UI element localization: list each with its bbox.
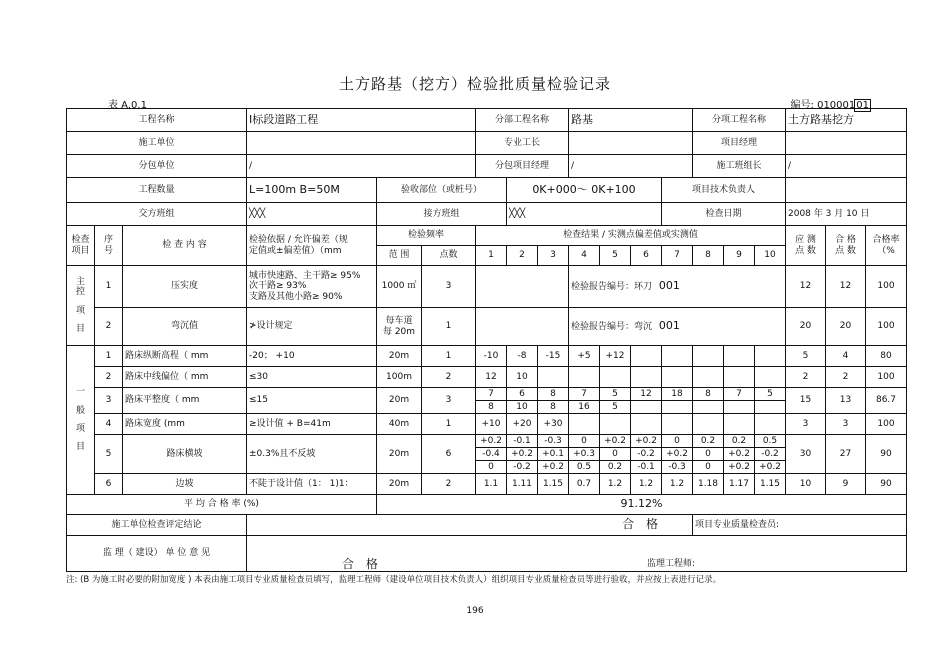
- general-pass: 4: [826, 346, 866, 367]
- main-points: 3: [422, 266, 476, 308]
- contractor-eval-label: 施工单位检查评定结论: [67, 515, 247, 536]
- col-check-item: [67, 226, 95, 266]
- main-basis-line: 支路及其他小路≥ 90%: [249, 291, 343, 302]
- general-value: 1.11: [507, 474, 538, 495]
- main-name: 压实度: [123, 266, 247, 308]
- general-name: 边坡: [123, 474, 247, 495]
- header-row-teams: [67, 203, 907, 226]
- general-value: [693, 367, 724, 388]
- general-value: [569, 414, 600, 435]
- general-value: +0.2: [728, 461, 750, 472]
- general-value: [693, 401, 723, 414]
- tech-lead-value: [786, 178, 907, 203]
- general-value: +0.1: [538, 448, 568, 461]
- general-value: +0.2: [631, 435, 661, 448]
- general-basis: ≥设计值 + B=41m: [247, 414, 377, 435]
- general-value: 8: [488, 401, 494, 412]
- general-pass: 27: [826, 435, 866, 474]
- general-rate: 86.7: [866, 388, 907, 414]
- sub-manager: /: [569, 155, 693, 178]
- col-points: 点数: [422, 246, 476, 266]
- subcontractor-label: 分包单位: [67, 155, 247, 178]
- inspection-table: [66, 108, 907, 572]
- general-name: 路床平整度（ mm: [123, 388, 247, 414]
- general-value: +5: [569, 346, 600, 367]
- col-basis: [247, 226, 377, 266]
- header-row-quantity: [67, 178, 907, 203]
- main-report-label: 检验报告编号：弯沉: [571, 322, 653, 333]
- main-group-label: [67, 266, 95, 346]
- general-should: 15: [786, 388, 826, 414]
- general-value: +12: [600, 346, 631, 367]
- receive-team-label: 接方班组: [377, 203, 507, 226]
- main-pass: 12: [826, 266, 866, 308]
- general-value: 1.2: [662, 474, 693, 495]
- main-basis: ≯设计规定: [247, 308, 377, 346]
- subcontractor: /: [247, 155, 476, 178]
- general-basis: ≤15: [247, 388, 377, 414]
- general-value: [631, 414, 662, 435]
- general-range: 100m: [377, 367, 422, 388]
- general-value: 7: [569, 388, 599, 401]
- general-rate: 90: [866, 435, 907, 474]
- general-value: 0: [693, 448, 723, 461]
- main-group-char: 控: [75, 287, 85, 298]
- general-value: -0.1: [637, 461, 655, 472]
- general-value: +0.2: [476, 435, 506, 448]
- general-value: -10: [476, 346, 507, 367]
- general-value: 1.18: [693, 474, 724, 495]
- col-num-1: 1: [476, 246, 507, 266]
- general-seq: 5: [95, 435, 123, 474]
- col-pass-2: 点 数: [835, 245, 856, 256]
- general-value: 0.5: [755, 435, 785, 448]
- general-value: 0: [705, 461, 711, 472]
- general-row-1: [67, 346, 907, 367]
- general-range: 40m: [377, 414, 422, 435]
- general-range: 20m: [377, 388, 422, 414]
- general-points: 1: [422, 414, 476, 435]
- general-group-label: [67, 346, 95, 495]
- general-value: [662, 367, 693, 388]
- general-value: 18: [662, 388, 692, 401]
- general-value: +0.2: [542, 461, 564, 472]
- col-rate-1: 合格率: [872, 235, 900, 246]
- general-range: 20m: [377, 435, 422, 474]
- main-row-compaction: [67, 266, 907, 308]
- item-project-label: 分项工程名称: [693, 109, 786, 132]
- col-pass-1: 合 格: [835, 235, 856, 246]
- main-should: 12: [786, 266, 826, 308]
- general-should: 3: [786, 414, 826, 435]
- col-pass-points: [826, 226, 866, 266]
- supervision-label: 监 理（ 建设） 单 位 意 见: [67, 536, 247, 572]
- document-title: 土方路基（挖方）检验批质量检验记录: [338, 75, 611, 93]
- general-value-cell: [724, 388, 755, 414]
- general-name: 路床中线偏位（ mm: [123, 367, 247, 388]
- main-report: [569, 266, 786, 308]
- quantity-label: 工程数量: [67, 178, 247, 203]
- main-points: 1: [422, 308, 476, 346]
- handover-team: ╳╳╳: [247, 203, 377, 226]
- team-leader: /: [786, 155, 907, 178]
- specialist-value: [569, 132, 693, 155]
- general-value: 0.2: [693, 435, 723, 448]
- col-seq-1: 序: [103, 235, 113, 246]
- general-value-cell: [569, 388, 600, 414]
- general-value: 10: [516, 401, 528, 412]
- main-report: [569, 308, 786, 346]
- general-value: [631, 346, 662, 367]
- average-row: [67, 495, 907, 515]
- general-value-cell: [507, 435, 538, 474]
- col-num-2: 2: [507, 246, 538, 266]
- general-value: 1.17: [724, 474, 755, 495]
- general-should: 10: [786, 474, 826, 495]
- main-basis-line: 次干路≥ 93%: [249, 281, 307, 292]
- general-value: [755, 346, 786, 367]
- quantity: L=100m B=50M: [247, 178, 377, 203]
- general-value: +0.2: [724, 448, 754, 461]
- general-rate: 80: [866, 346, 907, 367]
- general-value: 1.2: [631, 474, 662, 495]
- general-value: [631, 401, 661, 414]
- serial-box: 01: [856, 100, 869, 111]
- general-value-cell: [507, 388, 538, 414]
- general-value: 0: [569, 435, 599, 448]
- general-value: [724, 346, 755, 367]
- general-value: 1.15: [755, 474, 786, 495]
- general-value: 5: [612, 401, 618, 412]
- contractor-eval: 合 格: [247, 515, 693, 536]
- main-basis: [247, 266, 377, 308]
- general-value: -8: [507, 346, 538, 367]
- general-pass: 13: [826, 388, 866, 414]
- general-value: +0.2: [662, 448, 692, 461]
- col-basis-2: 定值或±偏差值）（mm: [249, 245, 342, 256]
- project-manager-value: [786, 132, 907, 155]
- general-points: 2: [422, 474, 476, 495]
- general-value: 0.2: [724, 435, 754, 448]
- general-value: 0: [488, 461, 494, 472]
- main-group-char: 主: [75, 276, 85, 287]
- general-points: 3: [422, 388, 476, 414]
- general-value-cell: [538, 388, 569, 414]
- general-value: 0.2: [607, 461, 623, 472]
- general-value-cell: [476, 435, 507, 474]
- header-row-contractor: [67, 132, 907, 155]
- serial-label: 编号:: [790, 100, 814, 111]
- general-value: [724, 367, 755, 388]
- main-range: 1000 ㎡: [377, 266, 422, 308]
- general-rate: 100: [866, 367, 907, 388]
- col-num-8: 8: [693, 246, 724, 266]
- col-num-7: 7: [662, 246, 693, 266]
- general-value: 12: [476, 367, 507, 388]
- general-pass: 3: [826, 414, 866, 435]
- project-name: Ⅰ标段道路工程: [247, 109, 476, 132]
- general-points: 1: [422, 346, 476, 367]
- general-value-cell: [538, 435, 569, 474]
- general-group-char: 一: [75, 387, 85, 398]
- average-value: 91.12%: [377, 495, 907, 515]
- general-seq: 6: [95, 474, 123, 495]
- general-value: 12: [631, 388, 661, 401]
- general-value: -15: [538, 346, 569, 367]
- col-num-9: 9: [724, 246, 755, 266]
- main-report-label: 检验报告编号：环刀: [571, 282, 653, 293]
- col-should-2: 点 数: [795, 245, 816, 256]
- general-rate: 100: [866, 414, 907, 435]
- general-rate: 90: [866, 474, 907, 495]
- col-rate-2: （%: [877, 245, 895, 256]
- col-content: 检 查 内 容: [123, 226, 247, 266]
- location-label: 验收部位（或桩号）: [377, 178, 507, 203]
- general-row-3: [67, 388, 907, 414]
- general-value: +0.2: [507, 448, 537, 461]
- general-points: 2: [422, 367, 476, 388]
- main-row-deflection: [67, 308, 907, 346]
- general-value: [600, 414, 631, 435]
- general-value: [724, 414, 755, 435]
- general-basis: ±0.3%且不反坡: [247, 435, 377, 474]
- col-num-3: 3: [538, 246, 569, 266]
- check-date: 2008 年 3 月 10 日: [786, 203, 907, 226]
- col-result-header: 检查结果 / 实测点偏差值或实测值: [476, 226, 786, 246]
- general-value: [755, 414, 786, 435]
- main-blank: [476, 266, 569, 308]
- general-value: 1.1: [476, 474, 507, 495]
- general-name: 路床纵断高程（ mm: [123, 346, 247, 367]
- serial-prefix: 010001: [817, 100, 856, 111]
- sub-manager-label: 分包项目经理: [476, 155, 569, 178]
- general-value: 6: [507, 388, 537, 401]
- general-row-2: [67, 367, 907, 388]
- general-value: -0.2: [631, 448, 661, 461]
- general-basis: 不陡于设计值（1： 1)1：: [247, 474, 377, 495]
- general-value: -0.2: [513, 461, 531, 472]
- general-value: -0.3: [538, 435, 568, 448]
- supervision-cell: [247, 536, 907, 572]
- general-value: +0.2: [759, 461, 781, 472]
- tech-lead-label: 项目技术负责人: [662, 178, 786, 203]
- general-should: 5: [786, 346, 826, 367]
- supervision-row: [67, 536, 907, 572]
- main-range: [377, 308, 422, 346]
- engineer-label: 监理工程师:: [647, 558, 696, 569]
- general-row-5: [67, 435, 907, 474]
- general-value-cell: [476, 388, 507, 414]
- main-range-line: 每 20m: [382, 326, 416, 337]
- general-value-cell: [569, 435, 600, 474]
- main-group-char: 目: [75, 323, 85, 334]
- col-num-10: 10: [755, 246, 786, 266]
- main-should: 20: [786, 308, 826, 346]
- col-num-4: 4: [569, 246, 600, 266]
- col-num-6: 6: [631, 246, 662, 266]
- general-value: [693, 346, 724, 367]
- team-leader-label: 施工班组长: [693, 155, 786, 178]
- col-range: 范 围: [377, 246, 422, 266]
- general-points: 6: [422, 435, 476, 474]
- general-value: -0.2: [755, 448, 785, 461]
- general-value: [755, 367, 786, 388]
- contractor-eval-row: [67, 515, 907, 536]
- general-seq: 3: [95, 388, 123, 414]
- project-manager-label: 项目经理: [693, 132, 786, 155]
- general-value-cell: [755, 435, 786, 474]
- page-number: 196: [466, 606, 484, 616]
- main-seq: 2: [95, 308, 123, 346]
- general-value: [538, 367, 569, 388]
- general-pass: 2: [826, 367, 866, 388]
- specialist-label: 专业工长: [476, 132, 569, 155]
- general-value: [755, 401, 785, 414]
- general-value: [724, 401, 754, 414]
- inspector-label: 项目专业质量检查员:: [693, 515, 907, 536]
- general-value-cell: [662, 388, 693, 414]
- general-value: [693, 414, 724, 435]
- main-basis-line: 城市快速路、主干路≥ 95%: [249, 270, 361, 281]
- general-value: 7: [724, 388, 754, 401]
- general-value: +10: [476, 414, 507, 435]
- general-value: +0.3: [569, 448, 599, 461]
- col-should-1: 应 测: [795, 235, 816, 246]
- general-value: [631, 367, 662, 388]
- general-value-cell: [600, 435, 631, 474]
- general-seq: 2: [95, 367, 123, 388]
- general-value: 1.2: [600, 474, 631, 495]
- general-value: 8: [693, 388, 723, 401]
- general-value: [600, 367, 631, 388]
- main-name: 弯沉值: [123, 308, 247, 346]
- item-project: 土方路基挖方: [786, 109, 907, 132]
- supervision-result: 合 格: [342, 556, 382, 571]
- check-date-label: 检查日期: [662, 203, 786, 226]
- general-value: [569, 367, 600, 388]
- general-seq: 1: [95, 346, 123, 367]
- general-value: 8: [550, 401, 556, 412]
- main-group-char: 项: [75, 305, 85, 316]
- col-frequency: 检验频率: [377, 226, 476, 246]
- general-value: 0.5: [576, 461, 592, 472]
- general-value: 0.7: [569, 474, 600, 495]
- general-value: +20: [507, 414, 538, 435]
- general-value: 7: [476, 388, 506, 401]
- general-range: 20m: [377, 474, 422, 495]
- general-name: 路床宽度 (mm: [123, 414, 247, 435]
- general-group-char: 目: [75, 442, 85, 453]
- general-row-4: [67, 414, 907, 435]
- general-value: 8: [538, 388, 568, 401]
- sub-project: 路基: [569, 109, 693, 132]
- general-range: 20m: [377, 346, 422, 367]
- table-code: 表 A.0.1: [108, 100, 147, 111]
- col-rate: [866, 226, 907, 266]
- general-value: 16: [578, 401, 590, 412]
- general-value: +0.2: [600, 435, 630, 448]
- general-pass: 9: [826, 474, 866, 495]
- sub-project-label: 分部工程名称: [476, 109, 569, 132]
- general-value-cell: [755, 388, 786, 414]
- main-report-no: 001: [658, 279, 680, 293]
- contractor-value: [247, 132, 476, 155]
- col-seq-2: 号: [103, 245, 113, 256]
- main-range-line: 每车道: [385, 316, 413, 327]
- main-report-no: 001: [658, 319, 680, 333]
- general-value-cell: [600, 388, 631, 414]
- project-name-label: 工程名称: [67, 109, 247, 132]
- handover-team-label: 交方班组: [67, 203, 247, 226]
- header-row-project: [67, 109, 907, 132]
- general-should: 2: [786, 367, 826, 388]
- header-row-subcontractor: [67, 155, 907, 178]
- general-value: -0.4: [476, 448, 506, 461]
- general-value: 5: [600, 388, 630, 401]
- contractor-label: 施工单位: [67, 132, 247, 155]
- col-basis-1: 检验依据 / 允许偏差（规: [249, 235, 348, 246]
- general-value: 1.15: [538, 474, 569, 495]
- general-value-cell: [693, 388, 724, 414]
- general-value: [662, 401, 692, 414]
- main-seq: 1: [95, 266, 123, 308]
- general-value: -0.3: [668, 461, 686, 472]
- general-value-cell: [724, 435, 755, 474]
- receive-team: ╳╳╳: [507, 203, 662, 226]
- general-value: +30: [538, 414, 569, 435]
- main-blank: [476, 308, 569, 346]
- general-value: 5: [755, 388, 785, 401]
- general-value-cell: [693, 435, 724, 474]
- general-row-6: [67, 474, 907, 495]
- location: 0K+000～ 0K+100: [507, 178, 662, 203]
- general-name: 路床横坡: [123, 435, 247, 474]
- main-rate: 100: [866, 266, 907, 308]
- col-num-5: 5: [600, 246, 631, 266]
- general-value: 0: [600, 448, 630, 461]
- general-seq: 4: [95, 414, 123, 435]
- col-check-item-1: 检查: [71, 235, 90, 246]
- general-value: 0: [662, 435, 692, 448]
- general-value-cell: [631, 388, 662, 414]
- general-group-char: 般: [75, 405, 85, 416]
- general-group-char: 项: [75, 424, 85, 434]
- general-value: -0.1: [507, 435, 537, 448]
- main-rate: 100: [866, 308, 907, 346]
- col-should: [786, 226, 826, 266]
- general-value: [662, 414, 693, 435]
- general-basis: -20； +10: [247, 346, 377, 367]
- general-basis: ≤30: [247, 367, 377, 388]
- col-seq: [95, 226, 123, 266]
- col-check-item-2: 项目: [71, 245, 90, 256]
- column-header-row-1: [67, 226, 907, 246]
- average-label: 平 均 合 格 率 (%): [67, 495, 377, 515]
- general-should: 30: [786, 435, 826, 474]
- general-value-cell: [662, 435, 693, 474]
- footnote: 注: (B 为施工时必要的附加宽度 ) 本表由施工项目专业质量检查员填写，监理工程师（建设单位项目技术负责人）组织项目专业质量检查员等进行验收，并应按上表进行记录。: [66, 575, 722, 585]
- general-value: 10: [507, 367, 538, 388]
- general-value: [662, 346, 693, 367]
- main-pass: 20: [826, 308, 866, 346]
- general-value-cell: [631, 435, 662, 474]
